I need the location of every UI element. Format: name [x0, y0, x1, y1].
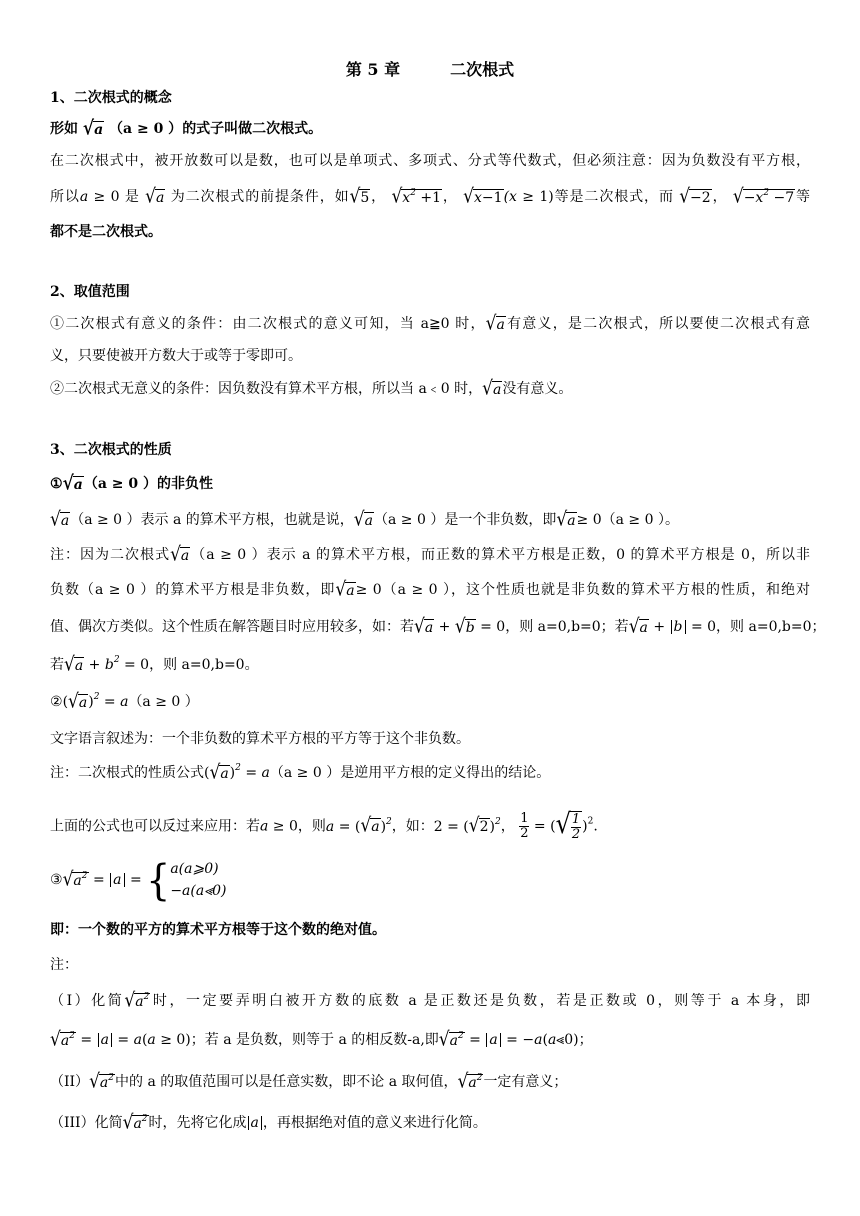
- section-1-heading: 1、二次根式的概念: [50, 90, 172, 106]
- note-3: （III）化简$√a^2$时，先将它化成 a ，再根据绝对值的意义来进行化简。: [50, 1110, 487, 1134]
- note-1-line-1: （I）化简$√a^2$时，一定要弄明白被开方数的底数 a 是正数还是负数，若是正数或 0，则等于 a 本身，即: [50, 988, 810, 1012]
- s1-para-line-3: 都不是二次根式。: [50, 224, 162, 240]
- s2-line-1: ①二次根式有意义的条件：由二次根式的意义可知，当 a≧0 时，√a有意义，是二次根式，所以要使二次根式有意: [50, 311, 811, 335]
- note-1-line-2: $√a^2 = a = a(a \ge 0)$；若 a 是负数，则等于 a 的相反数-a,即$√a^2 = a$ = −a(a⪡0)；: [50, 1027, 593, 1051]
- s3-line-4: 值、偶次方类似。这个性质在解答题目时应用较多，如：若√a + √b = 0，则 a=0,b=0；若√a + b = 0，则 a=0,b=0；: [50, 614, 826, 638]
- s3-line-3: 负数（a ≥ 0 ）的算术平方根是非负数，即√a≥ 0（a ≥ 0 ），这个性质也就是非负数的算术平方根的性质，和绝对: [50, 577, 811, 601]
- s1-para-line-1: 在二次根式中，被开放数可以是数，也可以是单项式、多项式、分式等代数式，但必须注意：因为负数没有平方根，: [50, 153, 810, 169]
- s3-line-6: 文字语言叙述为：一个非负数的算术平方根的平方等于这个非负数。: [50, 731, 470, 747]
- s3-line-2: 注：因为二次根式√a（a ≥ 0 ）表示 a 的算术平方根，而正数的算术平方根是正数，0 的算术平方根是 0，所以非: [50, 542, 810, 566]
- s3-line-8: 上面的公式也可以反过来应用：若a ≥ 0，则$a = (√a)^2$，如：$2 = (√2)^2$， $\frac{1}{2}$ = (√ $\frac{1}{2}$ )$^2$.: [50, 807, 598, 842]
- page-title: [50, 60, 810, 80]
- chapter-number: 第 5 章: [345, 60, 401, 79]
- sqrt-a: √a: [82, 116, 104, 140]
- property-2-heading: $②(√a)^2 = a(a \ge 0$ ）: [50, 689, 199, 713]
- section-2-heading: 2、取值范围: [50, 284, 130, 300]
- section-3-heading: 3、二次根式的性质: [50, 442, 172, 458]
- note-label: 注：: [50, 957, 78, 973]
- s1-definition: 形如 √a （a ≥ 0 ）的式子叫做二次根式。: [50, 116, 323, 140]
- s3-line-1: √a（a ≥ 0 ）表示 a 的算术平方根，也就是说，√a（a ≥ 0 ）是一个非负数，即√a≥ 0（a ≥ 0 ）。: [50, 507, 679, 531]
- s3-line-5: 若$√a + b^2 = 0$，则 a=0,b=0。: [50, 652, 259, 676]
- property-3-formula: $③√a^2 = a$ = { a(a⩾0) −a(a⪡0): [50, 855, 227, 905]
- note-2: $(II)√a^2$中的 a 的取值范围可以是任意实数，即不论 a 取何值，$√a^2$一定有意义；: [50, 1069, 568, 1093]
- s1-para-line-2: 所以a ≥ 0 是 √a 为二次根式的前提条件，如√5， $√x^2 +1$， √x−1(x ≥ 1)等是二次根式，而 √−2， $√-x^2 -7$等: [50, 184, 811, 208]
- s3-line-9: 即：一个数的平方的算术平方根等于这个数的绝对值。: [50, 922, 386, 938]
- chapter-name: 二次根式: [450, 60, 515, 79]
- s3-line-7: 注：二次根式的性质公式$(√a)^2 = a(a \ge 0$ ）是逆用平方根的定义得出的结论。: [50, 760, 551, 784]
- s2-line-2: 义，只要使被开方数大于或等于零即可。: [50, 348, 302, 364]
- s2-line-3: ②二次根式无意义的条件：因负数没有算术平方根，所以当 a﹤0 时，√a没有意义。: [50, 376, 573, 400]
- property-1-heading: ①√a（a ≥ 0 ）的非负性: [50, 471, 213, 495]
